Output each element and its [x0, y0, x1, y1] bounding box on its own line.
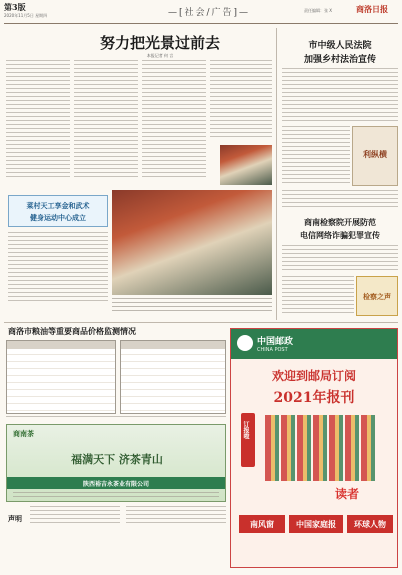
post-year: 2021年报刊	[273, 390, 355, 406]
masthead	[4, 2, 398, 24]
brand-3: 环球人物	[347, 515, 393, 533]
main-byline: 本报记者 何 言	[146, 53, 174, 58]
main-text-col-3	[142, 60, 206, 180]
column-badge-text: 利纵横	[363, 149, 387, 159]
procuratorate-headline-2: 电信网络诈骗犯罪宣传	[300, 230, 380, 240]
price-table-right-header	[121, 341, 225, 349]
reader-logo: 读者	[335, 487, 360, 501]
tea-company: 陕西裕吉永茶业有限公司	[82, 481, 149, 488]
photo-caption	[112, 298, 272, 314]
main-text-col-4	[210, 60, 272, 140]
column-badge	[352, 126, 398, 186]
post-logo-icon	[237, 335, 253, 351]
post-logo-en: CHINA POST	[257, 347, 288, 353]
price-table-left	[6, 340, 116, 414]
price-table-note	[6, 416, 226, 420]
column-badge-2	[356, 276, 398, 316]
sub-headline-line2: 健身运动中心成立	[30, 213, 86, 222]
magazine-stack-illustration	[265, 415, 375, 481]
court-headline-1: 市中级人民法院	[308, 41, 372, 51]
sub-text	[8, 232, 108, 302]
main-text-col-2	[74, 60, 138, 180]
brand-1: 南风窗	[239, 515, 285, 533]
post-logo: 中国邮政	[257, 337, 294, 347]
section-divider	[4, 322, 398, 323]
page-number: 第3版	[4, 2, 26, 12]
editors: 责任编辑：张 X	[304, 8, 333, 13]
column-divider	[276, 28, 277, 320]
court-text-bottom	[282, 190, 398, 210]
article-photo-small	[220, 145, 272, 185]
tea-ad	[6, 424, 226, 502]
column-badge-2-text: 检察之声	[363, 292, 391, 301]
court-headline-2: 加强乡村法治宣传	[303, 55, 376, 65]
court-text-left	[282, 126, 350, 186]
notice-text-2	[126, 506, 226, 526]
post-headline: 欢迎到邮局订阅	[271, 369, 356, 383]
procuratorate-text-top	[282, 245, 398, 273]
main-photo	[112, 190, 272, 295]
tea-company-band	[7, 477, 225, 489]
notice-text-1	[30, 506, 120, 526]
procuratorate-text-left	[282, 276, 354, 316]
tea-brand: 商南茶	[13, 429, 34, 438]
main-headline: 努力把光景过前去	[99, 34, 220, 52]
sub-headline-line1: 菜村天工享金和武术	[26, 201, 90, 210]
court-text-top	[282, 68, 398, 122]
sub-headline-box	[8, 195, 108, 227]
main-text-col-1	[6, 60, 70, 180]
tea-slogan: 福满天下 济茶青山	[71, 453, 163, 466]
price-table-right	[120, 340, 226, 414]
brand-2: 中国家庭报	[289, 515, 343, 533]
paper-name: 商洛日报	[356, 4, 388, 14]
section-title: —[社会/广告]—	[167, 8, 251, 18]
post-ad	[230, 328, 398, 568]
post-logo-band	[231, 329, 397, 359]
procuratorate-headline-1: 商南检察院开展防范	[304, 217, 376, 227]
date-line: 2020年11月5日 星期四	[4, 13, 48, 18]
order-tag	[241, 413, 255, 467]
notice-label: 声明	[8, 514, 22, 523]
price-table-left-header	[7, 341, 115, 349]
price-table-title: 商洛市粮油等重要商品价格监测情况	[8, 326, 136, 336]
tea-contact	[13, 492, 219, 500]
order-tag-text: 订报啦	[242, 421, 249, 439]
